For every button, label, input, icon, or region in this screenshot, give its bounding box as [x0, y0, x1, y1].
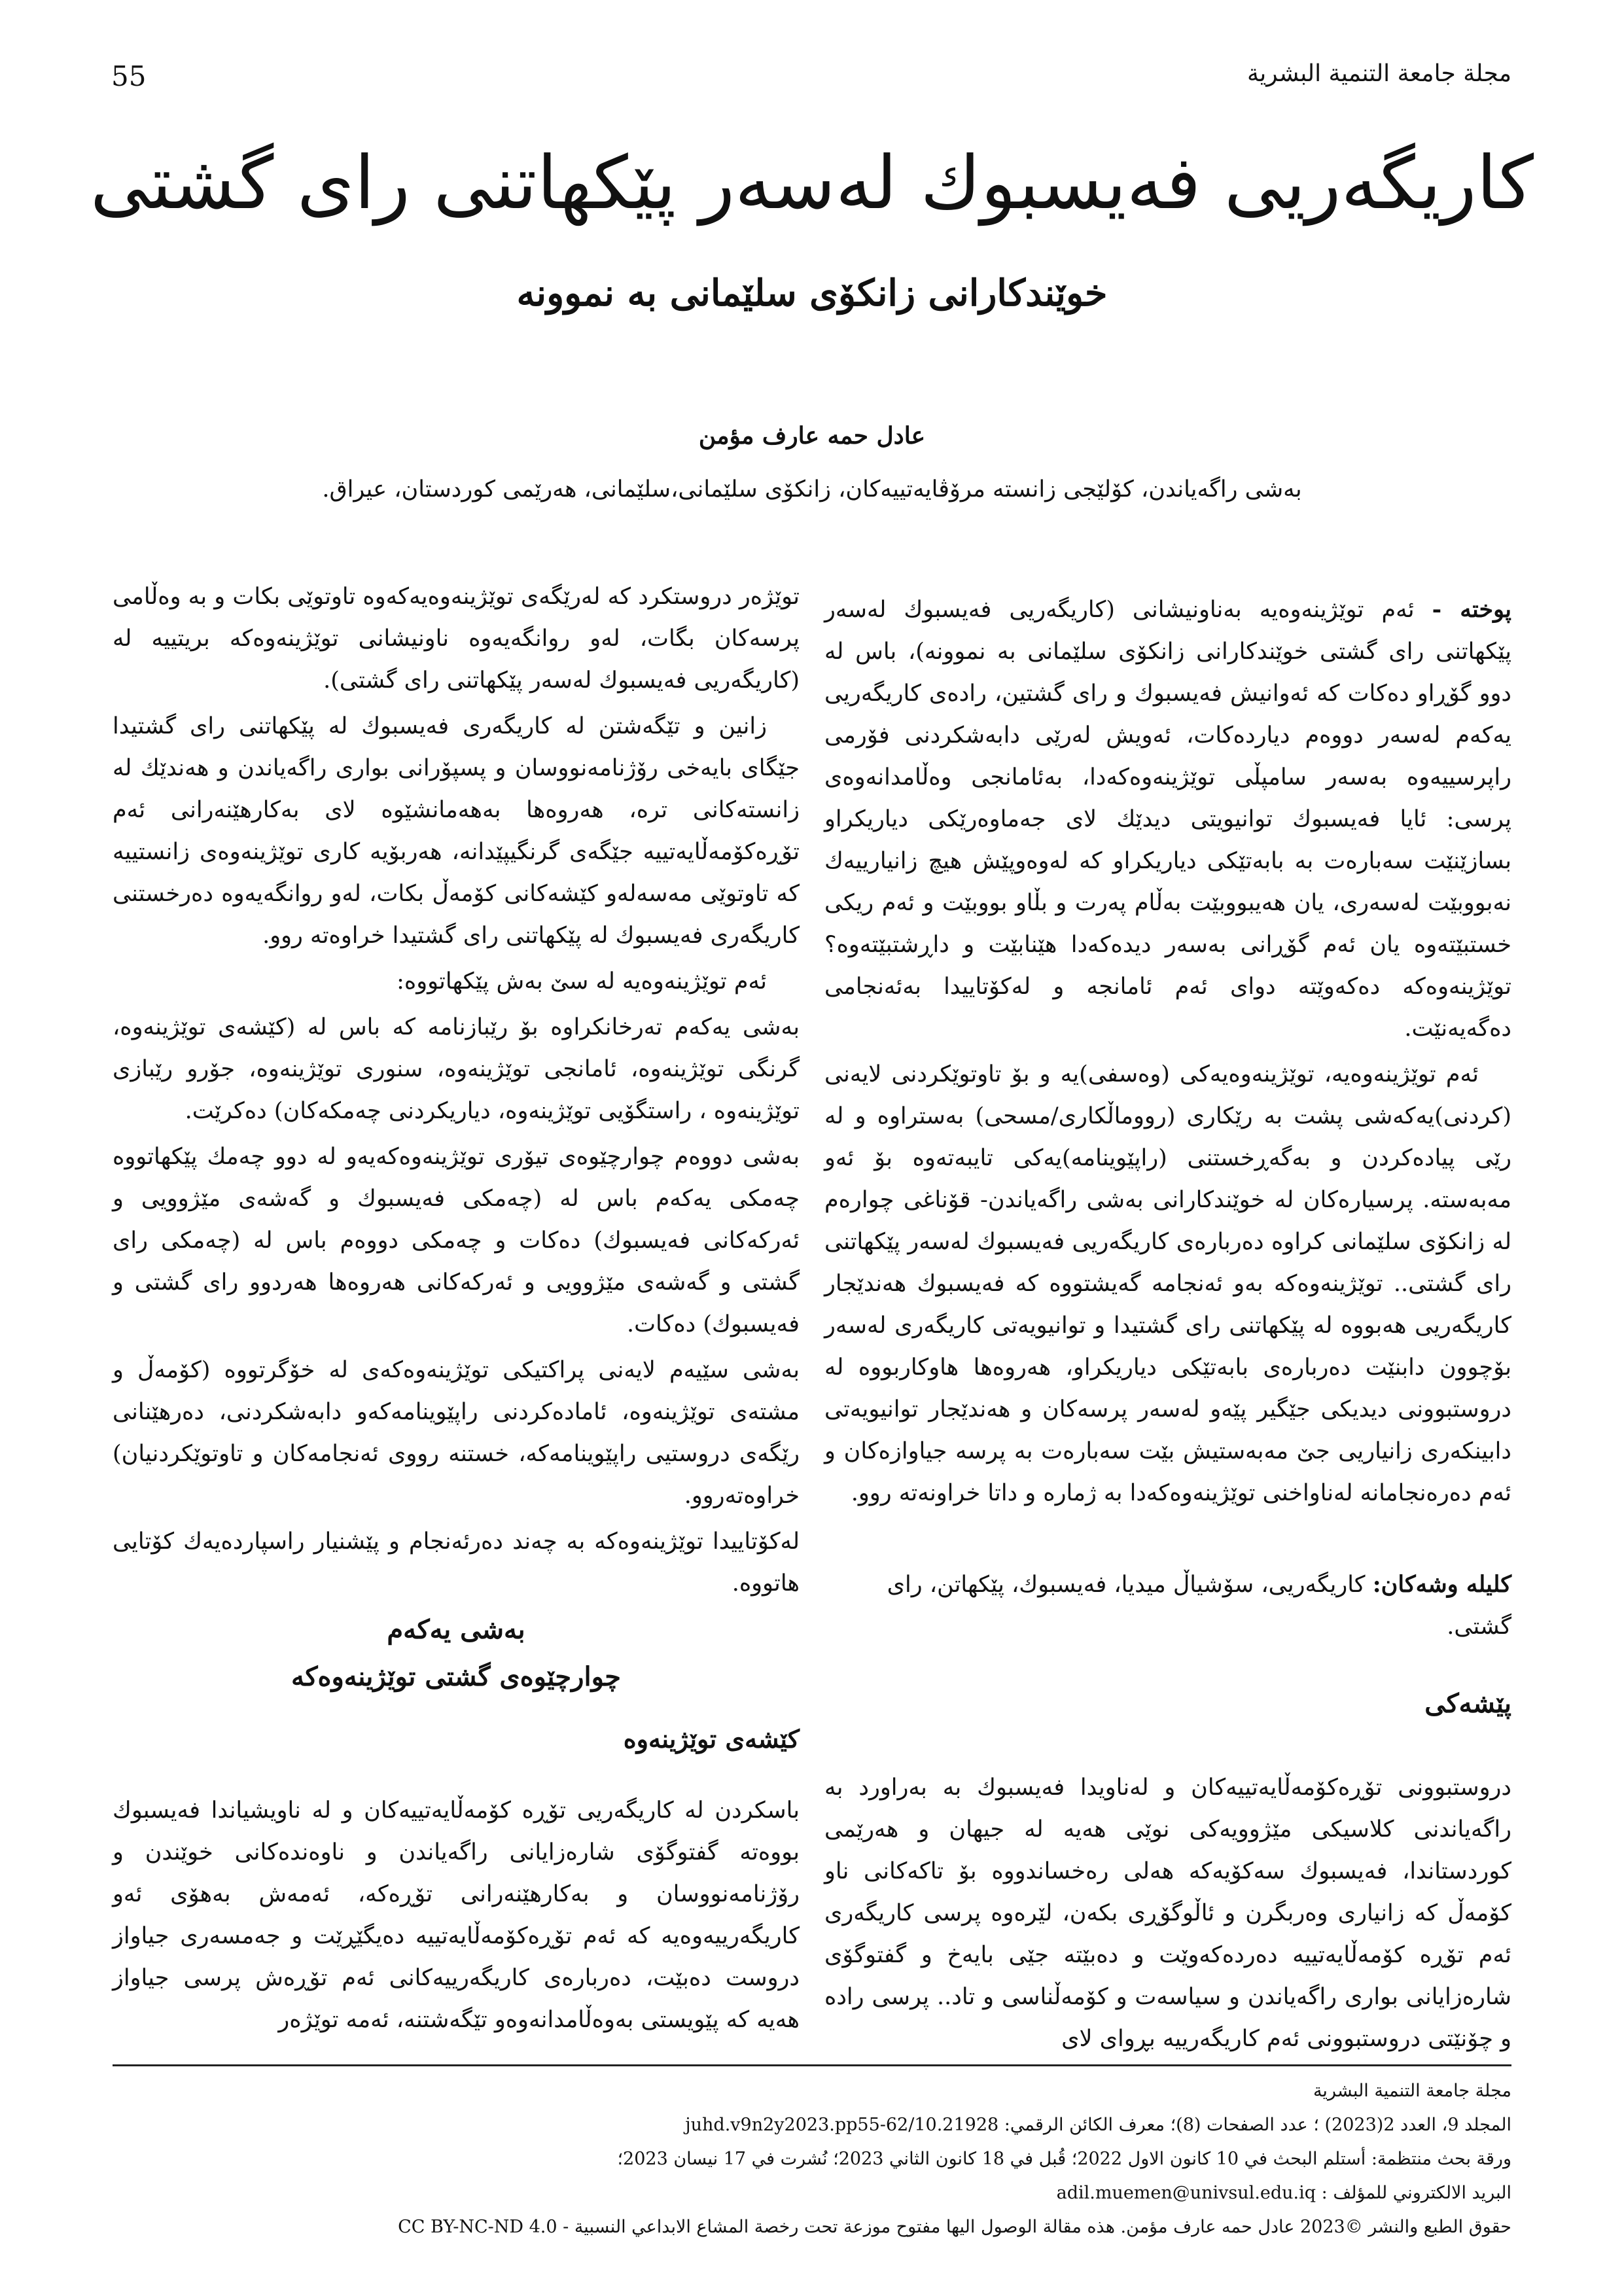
abstract-paragraph-2: ئەم توێژینەوەیە، توێژینەوەیەکی (وەسفی)یە و بۆ تاوتوێکردنی لایەنی (کردنی)یەکەشی پشت بە رێکاری (رووماڵکاری/مسحی) بەستراوە و لە رێی پیادەکردن و بەگەڕخستنی (راپێوینامە)یەکی تایبەتەوە بۆ ئەو مەبەستە. پرسیارەکان لە خوێندکارانی بەشی راگەیاندن- قۆناغی چوارەم لە زانکۆی سلێمانی کراوە دەربارەی کاریگەریی فەیسبوك لەسەر پێکهاتنی رای گشتی.. توێژینەوەکە بەو ئەنجامە گەیشتووە کە فەیسبوك هەندێجار کاریگەریی هەبووە لە پێکهاتنی رای گشتیدا و توانیویەتی کاریگەری لەسەر بۆچوون دابنێت دەربارەی بابەتێکی دیاریکراو، هەروەها هاوکاربووە لە دروستبوونی دیدیکی جێگیر پێەو لەسەر پرسەکان و هەندێجار توانیویەتی دابینکەری زانیاریی جێ مەبەستیش بێت سەبارەت بە پرسە جیاوازەکان و ئەم دەرەنجامانە لەناواخنی توێژینەوەکەدا بە ژمارە و داتا خراونەتە روو.	[824, 1061, 1511, 1506]
keywords	[824, 1564, 1511, 1648]
left-paragraph-4: بەشی یەکەم تەرخانکراوە بۆ رێبازنامە کە باس لە (کێشەی توێژینەوە، گرنگی توێژینەوە، ئامانجی توێژینەوە، سنوری توێژینەوە، جۆرو رێبازی توێژینەوە ، راستگۆیی توێژینەوە، دیاریکردنی چەمکەکان) دەکرێت.	[113, 1014, 800, 1124]
footer-license: حقوق الطبع والنشر ©2023 عادل حمە عارف مؤمن. هذه مقالة الوصول اليها مفتوح موزعة تحت رخصة المشاع الابداعي النسبية - CC BY-NC-ND 4.0	[398, 2217, 1511, 2237]
section-heading	[113, 1606, 800, 1701]
author-affiliation: بەشی راگەیاندن، کۆلێجی زانستە مرۆڤایەتییەکان، زانکۆی سلێمانی،سلێمانی، هەرێمی کوردستان، عیراق.	[322, 476, 1302, 503]
left-paragraph-6: بەشی سێیەم لایەنی پراکتیکی توێژینەوەکەی لە خۆگرتووە (کۆمەڵ و مشتەی توێژینەوە، ئامادەکردنی راپێوینامەکەو دابەشکردنی، دەرهێنانی رێگەی دروستیی راپێوینامەکە، خستنە رووی ئەنجامەکان و تاوتوێکردنیان) خراوەتەروو.	[113, 1357, 800, 1509]
footer-divider	[113, 2064, 1511, 2066]
footer-dates: ورقة بحث منتظمة: أستلم البحث في 10 كانون الاول 2022؛ قُبل في 18 كانون الثاني 2023؛ نُشرت في 17 نيسان 2023؛	[617, 2149, 1511, 2169]
section-subtitle: چوارچێوەی گشتی توێژینەوەکە	[291, 1661, 621, 1692]
abstract-label: پوختە -	[1432, 596, 1512, 623]
left-paragraph-1: توێژەر دروستکرد کە لەرێگەی توێژینەوەیەکەوە تاوتوێی بکات و بە وەڵامی پرسەکان بگات، لەو روانگەیەوە ناونیشانی توێژینەوەکە بریتییە لە (کاریگەریی فەیسبوك لەسەر پێکهاتنی رای گشتی).	[113, 584, 800, 694]
abstract-text-1: ئەم توێژینەوەیە بەناونیشانی (کاریگەریی فەیسبوك لەسەر پێکهاتنی رای گشتی خوێندکارانی زانکۆی سلێمانی بە نموونە)، باس لە دوو گۆڕاو دەکات کە ئەوانیش فەیسبوك و رای گشتین، رادەی کاریگەریی یەکەم لەسەر دووەم دیاردەکات، ئەویش لەرێی دابەشکردنی فۆرمی راپرسییەوە بەسەر سامپڵی توێژینەوەکەدا، بەئامانجی وەڵامدانەوەی پرسی: ئایا فەیسبوك توانیویتی دیدێك لای جەماوەرێکی دیاریکراو بسازێنێت سەبارەت بە بابەتێکی دیاریکراو کە لەوەوپێش هیچ زانیارییەك نەبووبێت لەسەری، یان هەیبووبێت بەڵام پەرت و بڵاو بووبێت و ئەم ریکی خستبێتەوە یان ئەم گۆڕانی بەسەر دیدەکەدا هێنابێت و داڕشتبێتەوە؟ توێژینەوەکە دەکەوێتە دوای ئەم ئامانجە و لەکۆتاییدا بەئەنجامی دەگەیەنێت.	[824, 597, 1511, 1042]
journal-name: مجلة جامعة التنمية البشرية	[1246, 60, 1511, 87]
introduction-heading: پێشەکی	[1424, 1688, 1511, 1719]
page-number: 55	[111, 60, 147, 92]
abstract-paragraph-1	[824, 589, 1511, 1050]
problem-text: باسکردن لە کاریگەریی تۆڕە کۆمەڵایەتییەکان و لە ناویشیاندا فەیسبوك بووەتە گفتوگۆی شارەزایانی راگەیاندن و ناوەندەکانی خوێندن و رۆژنامەنووسان و بەکارهێنەرانی تۆڕەکە، ئەمەش بەهۆی ئەو کاریگەرییەوەیە کە ئەم تۆڕەکۆمەڵایەتییە دەیگێڕێت و جەمسەری جیاواز دروست دەبێت، دەربارەی کاریگەرییەکانی ئەم تۆڕەش پرسی جیاواز هەیە کە پێویستی بەوەڵامدانەوەو تێگەشتنە، ئەمە توێژەر	[113, 1797, 800, 2033]
author-name: عادل حمە عارف مؤمن	[698, 422, 926, 450]
left-paragraph-2: زانین و تێگەشتن لە کاریگەری فەیسبوك لە پێکهاتنی رای گشتیدا جێگای بایەخی رۆژنامەنووسان و پسپۆرانی بواری راگەیاندن و هەندێك لە زانستەکانی ترە، هەروەها بەهەمانشێوە لای بەکارهێنەرانی ئەم تۆڕەکۆمەڵایەتییە جێگەی گرنگیپێدانە، هەربۆیە کاری توێژینەوەی زانستییە کە تاوتوێی مەسەلەو کێشەکانی کۆمەڵ بکات، لەو روانگەیەوە دەرخستنی کاریگەری فەیسبوك لە پێکهاتنی رای گشتیدا خراوەتە روو.	[113, 713, 800, 949]
abstract-section	[824, 589, 1511, 1518]
section-title: بەشی یەکەم	[387, 1614, 525, 1645]
problem-heading: کێشەی توێژینەوە	[623, 1724, 800, 1754]
left-paragraph-5: بەشی دووەم چوارچێوەی تیۆری توێژینەوەکەیەو لە دوو چەمك پێکهاتووە چەمکی یەکەم باس لە (چەمکی فەیسبوك و گەشەی مێژوویی و ئەرکەکانی فەیسبوك) دەکات و چەمکی دووەم باس لە (چەمکی رای گشتی و گەشەی مێژوویی و ئەرکەکانی هەروەها هەردوو رای گشتی و فەیسبوك) دەکات.	[113, 1144, 800, 1337]
paper-title: كاریگەریی فەیسبوك لەسەر پێکهاتنی رای گشتی	[90, 141, 1534, 226]
paper-subtitle: خوێندکارانی زانكۆی سلێمانی بە نموونە	[516, 272, 1108, 315]
left-paragraph-7: لەکۆتاییدا توێژینەوەکە بە چەند دەرئەنجام و پێشنیار راسپاردەیەك کۆتایی هاتووە.	[113, 1528, 800, 1597]
left-paragraph-3: ئەم توێژینەوەیە لە سێ بەش پێکهاتووە:	[397, 968, 767, 995]
left-column	[113, 576, 800, 1608]
footer-volume: المجلد 9، العدد 2(2023) ؛ عدد الصفحات (8)؛ معرف الكائن الرقمي: 10.21928/juhd.v9n2y2023.pp55-62	[685, 2115, 1511, 2135]
keywords-text: کاریگەریی، سۆشیاڵ میدیا، فەیسبوك، پێکهاتن، رای گشتی.	[887, 1572, 1511, 1640]
footer-journal: مجلة جامعة التنمية البشرية	[1313, 2081, 1511, 2101]
introduction-text: دروستبوونی تۆڕەکۆمەڵایەتییەکان و لەناویدا فەیسبوك بە بەراورد بە راگەیاندنی کلاسیکی مێژوویەکی نوێی هەیە لە جیهان و هەرێمی کوردستاندا، فەیسبوك سەکۆیەکە هەلی رەخساندووە بۆ تاکەکانی ناو کۆمەڵ کە زانیاری وەربگرن و ئاڵوگۆڕی بکەن، لێرەوە پرسی کاریگەری ئەم تۆڕە کۆمەڵایەتییە دەردەکەوێت و دەبێتە جێی بایەخ و گفتوگۆی شارەزایانی بواری راگەیاندن و سیاسەت و کۆمەڵناسی و تاد.. پرسی رادە و چۆنێتی دروستبوونی ئەم کاریگەرییە بڕوای لای	[824, 1775, 1511, 2052]
footer-email[interactable]: البريد الالكتروني للمؤلف : adil.muemen@univsul.edu.iq	[1056, 2183, 1511, 2203]
keywords-label: کلیلە وشەکان:	[1372, 1571, 1511, 1598]
